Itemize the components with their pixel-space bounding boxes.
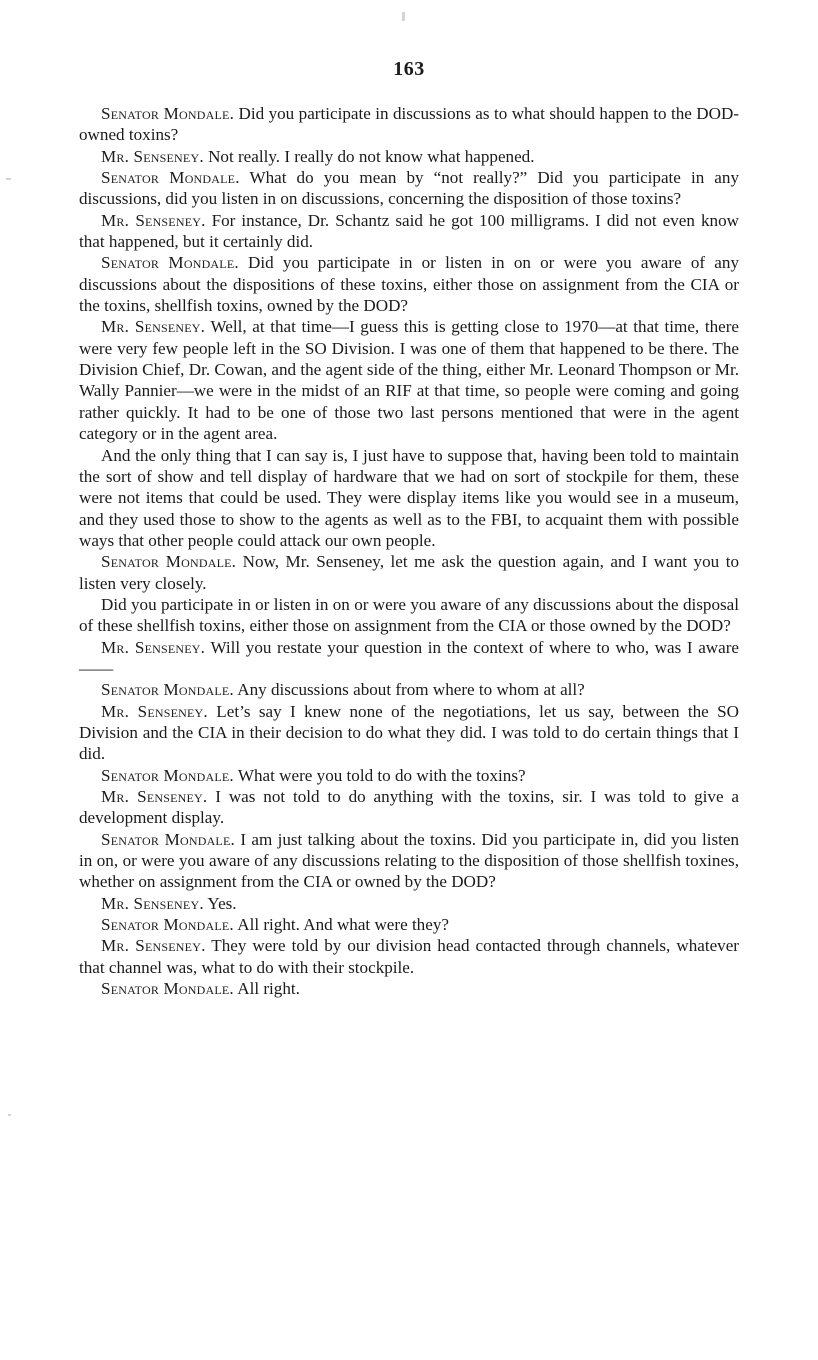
scan-artifact-top — [402, 12, 405, 21]
paragraph-text: Let’s say I knew none of the negotiations, let us say, between the SO Division and the CIA in their decision to do what they did. I was told to do certain things that I did. — [79, 701, 740, 764]
transcript-paragraph — [79, 765, 739, 786]
paragraph-text: I am just talking about the toxins. Did you participate in, did you listen in on, or were you aware of any discussions relating to the disposition of those shellfish toxines, whether on assignment from the CIA or owned by the DOD? — [79, 829, 739, 892]
speaker-name: Senator Mondale. — [101, 979, 234, 999]
transcript-paragraph — [79, 701, 739, 765]
paragraph-text: Will you restate your question in the context of where to who, was I aware—— — [79, 637, 739, 678]
transcript-paragraph — [79, 594, 739, 637]
speaker-name: Senator Mondale. — [101, 915, 234, 935]
paragraph-text: All right. — [233, 979, 300, 999]
paragraph-text: And the only thing that I can say is, I just have to suppose that, having been told to maintain the sort of show and tell display of hardware that we had on sort of stockpile for them, these were not items that could be used. They were display items like you would see in a museum, and they used those to show to the agents as well as to the FBI, to acquaint them with possible ways that other people could attack our own people. — [79, 445, 739, 550]
paragraph-text: Not really. I really do not know what happened. — [203, 146, 535, 166]
transcript-paragraph — [79, 210, 739, 253]
transcript-paragraph — [79, 978, 739, 999]
speaker-name: Senator Mondale. — [101, 168, 240, 188]
transcript-paragraph — [79, 637, 739, 680]
paragraph-text: All right. And what were they? — [233, 915, 449, 935]
speaker-name: Senator Mondale. — [101, 104, 235, 123]
transcript-paragraph — [79, 103, 739, 146]
speaker-name: Mr. Senseney. — [101, 146, 204, 166]
speaker-name: Senator Mondale. — [101, 829, 235, 849]
paragraph-text: For instance, Dr. Schantz said he got 100 milligrams. I did not even know that happened, but it certainly did. — [79, 210, 739, 252]
speaker-name: Mr. Senseney. — [101, 701, 208, 721]
transcript-paragraph — [79, 445, 739, 552]
speaker-name: Senator Mondale. — [101, 552, 237, 572]
transcript-paragraph — [79, 935, 739, 978]
transcript-paragraph — [79, 316, 739, 444]
speaker-name: Mr. Senseney. — [101, 210, 206, 230]
paragraph-text: Now, Mr. Senseney, let me ask the question again, and I want you to listen very closely. — [79, 552, 739, 593]
paragraph-text: Any discussions about from where to whom at all? — [233, 680, 585, 700]
paragraph-text: What were you told to do with the toxins? — [233, 765, 526, 785]
transcript-paragraph — [79, 146, 739, 167]
transcript-paragraph — [79, 893, 739, 914]
transcript-paragraph — [79, 679, 739, 700]
transcript-paragraph — [79, 786, 739, 829]
speaker-name: Mr. Senseney. — [101, 637, 206, 657]
transcript-paragraph — [79, 914, 739, 935]
paragraph-text: Well, at that time—I guess this is getting close to 1970—at that time, there were very few people left in the SO Division. I was one of them that happened to be there. The Division Chief, Dr. Cowan, and the agent side of the thing, either Mr. Leonard Thompson or Mr. Wally Pannier—we were in the midst of an RIF at that time, so people were coming and going rather quickly. It had to be one of those two last persons mentioned that were in the agent category or in the agent area. — [79, 317, 739, 444]
speaker-name: Senator Mondale. — [101, 680, 234, 700]
transcript-paragraph — [79, 829, 739, 893]
paragraph-text: Did you participate in discussions as to what should happen to the DOD-owned toxins? — [79, 104, 739, 145]
transcript-body — [79, 103, 739, 999]
speaker-name: Mr. Senseney. — [101, 936, 206, 956]
speaker-name: Mr. Senseney. — [101, 893, 204, 913]
paragraph-text: Did you participate in or listen in on or were you aware of any discussions about the dispositions of these toxins, either those on assignment from the CIA or the toxins, shellfish toxins, owned by the DOD? — [79, 253, 739, 316]
speaker-name: Senator Mondale. — [101, 253, 239, 273]
transcript-paragraph — [79, 167, 739, 210]
paragraph-text: Yes. — [203, 893, 237, 913]
transcript-paragraph — [79, 252, 739, 316]
speaker-name: Mr. Senseney. — [101, 317, 206, 337]
paragraph-text: They were told by our division head contacted through channels, whatever that channel was, what to do with their stockpile. — [79, 936, 739, 977]
scan-artifact-left-upper — [6, 178, 11, 180]
transcript-paragraph — [79, 551, 739, 594]
page-number: 163 — [393, 58, 425, 80]
speaker-name: Mr. Senseney. — [101, 787, 208, 806]
speaker-name: Senator Mondale. — [101, 765, 234, 785]
paragraph-text: Did you participate in or listen in on or were you aware of any discussions about the disposal of these shellfish toxins, either those on assignment from the CIA or those owned by the DOD? — [79, 594, 739, 636]
paragraph-text: What do you mean by “not really?” Did you participate in any discussions, did you listen in on discussions, concerning the disposition of those toxins? — [79, 168, 739, 209]
scan-artifact-left-lower — [8, 1114, 11, 1116]
paragraph-text: I was not told to do anything with the toxins, sir. I was told to give a development display. — [79, 787, 739, 828]
